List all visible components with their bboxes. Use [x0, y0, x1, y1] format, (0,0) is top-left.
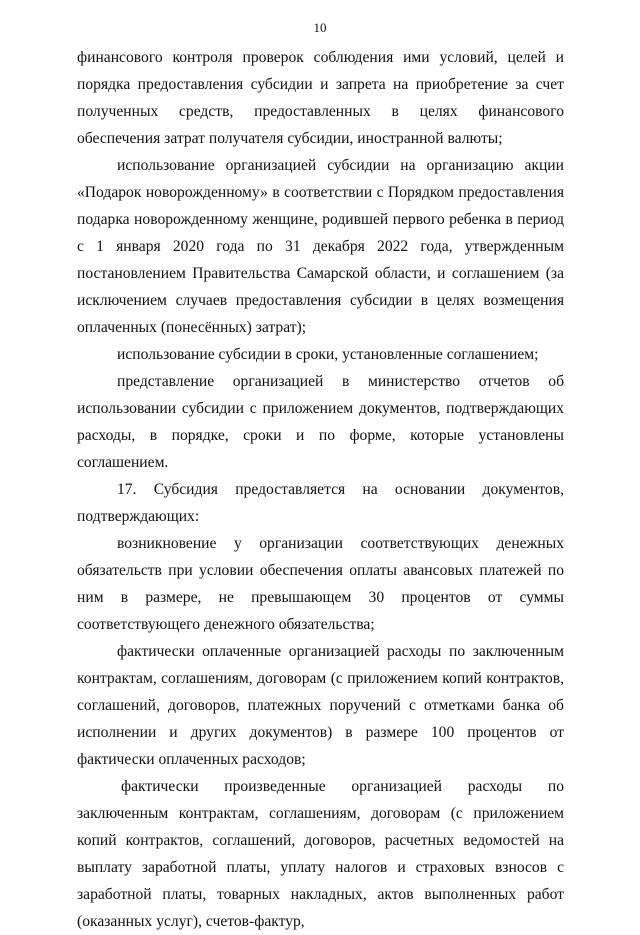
- paragraph-clause-17: 17. Субсидия предоставляется на основании документов, подтверждающих:: [77, 481, 564, 525]
- paragraph-incurred-expenses: фактически произведенные организацией расходы по заключенным контрактам, соглашениям, договорам (с приложением копий контрактов, соглашений, договоров, расчетных ведомостей на выплату заработной платы, уплату налогов и страховых взносов с заработной платы, товарных накладных, актов выполненных работ (оказанных услуг), счетов-фактур,: [77, 778, 564, 930]
- paragraph-gift-campaign: использование организацией субсидии на организацию акции «Подарок новорожденному» в соответствии с Порядком предоставления подарка новорожденному женщине, родившей первого ребенка в период с 1 января 2020 года по 31 декабря 2022 года, утвержденным постановлением Правительства Самарской области, и соглашением (за исключением случаев предоставления субсидии в целях возмещения оплаченных (понесённых) затрат);: [77, 157, 564, 336]
- paragraph-continuation: финансового контроля проверок соблюдения ими условий, целей и порядка предоставления субсидии и запрета на приобретение за счет полученных средств, предоставленных в целях финансового обеспечения затрат получателя субсидии, иностранной валюты;: [77, 49, 564, 147]
- paragraph-monetary-obligations: возникновение у организации соответствующих денежных обязательств при условии обеспечения оплаты авансовых платежей по ним в размере, не превышающем 30 процентов от суммы соответствующего денежного обязательства;: [77, 535, 564, 633]
- document-body: [77, 44, 564, 935]
- paragraph-subsidy-deadlines: использование субсидии в сроки, установленные соглашением;: [117, 346, 539, 363]
- paragraph-paid-expenses: фактически оплаченные организацией расходы по заключенным контрактам, соглашениям, договорам (с приложением копий контрактов, соглашений, договоров, платежных поручений с отметками банка об исполнении и других документов) в размере 100 процентов от фактически оплаченных расходов;: [77, 643, 564, 768]
- page-number: 10: [313, 20, 327, 35]
- paragraph-reporting: представление организацией в министерство отчетов об использовании субсидии с приложением документов, подтверждающих расходы, в порядке, сроки и по форме, которые установлены соглашением.: [77, 373, 564, 471]
